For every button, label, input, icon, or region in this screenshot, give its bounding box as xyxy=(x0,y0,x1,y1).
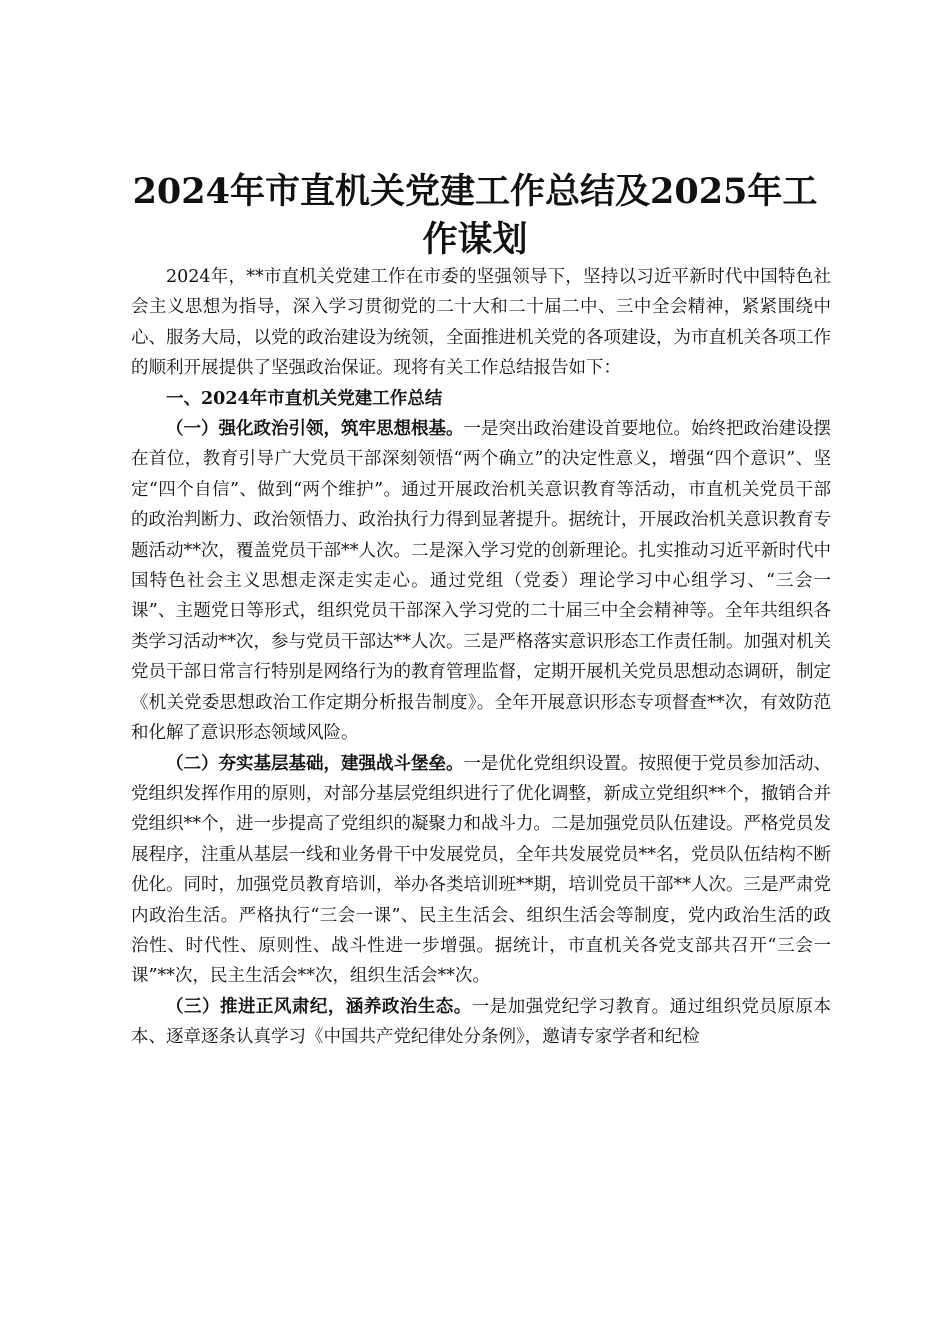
subsection-3-text: 一是加强党纪学习教育。通过组织党员原原本本、逐章逐条认真学习《中国共产党纪律处分条例》，邀请专家学者和纪检 xyxy=(131,996,832,1048)
subsection-2-text: 一是优化党组织设置。按照便于党员参加活动、党组织发挥作用的原则，对部分基层党组织进行了优化调整，新成立党组织**个，撤销合并党组织**个，进一步提高了党组织的凝聚力和战斗力。二是加强党员队伍建设。严格党员发展程序，注重从基层一线和业务骨干中发展党员，全年共发展党员**名，党员队伍结构不断优化。同时，加强党员教育培训，举办各类培训班**期，培训党员干部**人次。三是严肃党内政治生活。严格执行“三会一课”、民主生活会、组织生活会等制度，党内政治生活的政治性、时代性、原则性、战斗性进一步增强。据统计，市直机关各党支部共召开“三会一课”**次，民主生活会**次，组织生活会**次。 xyxy=(131,753,831,987)
subsection-1-lead: （一）强化政治引领，筑牢思想根基。 xyxy=(166,419,464,440)
subsection-2-paragraph xyxy=(131,749,831,992)
subsection-3-paragraph xyxy=(131,992,831,1053)
subsection-1-paragraph xyxy=(131,414,831,748)
subsection-2-lead: （二）夯实基层基础，建强战斗堡垒。 xyxy=(166,753,464,774)
section-heading: 一、2024年市直机关党建工作总结 xyxy=(166,388,443,409)
subsection-3-lead: （三）推进正风肃纪，涵养政治生态。 xyxy=(166,996,472,1017)
document-body xyxy=(131,262,831,1053)
intro-paragraph: 2024年，**市直机关党建工作在市委的坚强领导下，坚持以习近平新时代中国特色社会主义思想为指导，深入学习贯彻党的二十大和二十届二中、三中全会精神，紧紧围绕中心、服务大局，以党的政治建设为统领，全面推进机关党的各项建设，为市直机关各项工作的顺利开展提供了坚强政治保证。现将有关工作总结报告如下： xyxy=(131,267,831,379)
document-title: 2024年市直机关党建工作总结及2025年工作谋划 xyxy=(132,171,818,260)
subsection-1-text: 一是突出政治建设首要地位。始终把政治建设摆在首位，教育引导广大党员干部深刻领悟“两个确立”的决定性意义，增强“四个意识”、坚定“四个自信”、做到“两个维护”。通过开展政治机关意识教育等活动，市直机关党员干部的政治判断力、政治领悟力、政治执行力得到显著提升。据统计，开展政治机关意识教育专题活动**次，覆盖党员干部**人次。二是深入学习党的创新理论。扎实推动习近平新时代中国特色社会主义思想走深走实走心。通过党组（党委）理论学习中心组学习、“三会一课”、主题党日等形式，组织党员干部深入学习党的二十届三中全会精神等。全年共组织各类学习活动**次，参与党员干部达**人次。三是严格落实意识形态工作责任制。加强对机关党员干部日常言行特别是网络行为的教育管理监督，定期开展机关党员思想动态调研，制定《机关党委思想政治工作定期分析报告制度》。全年开展意识形态专项督查**次，有效防范和化解了意识形态领域风险。 xyxy=(131,419,831,744)
